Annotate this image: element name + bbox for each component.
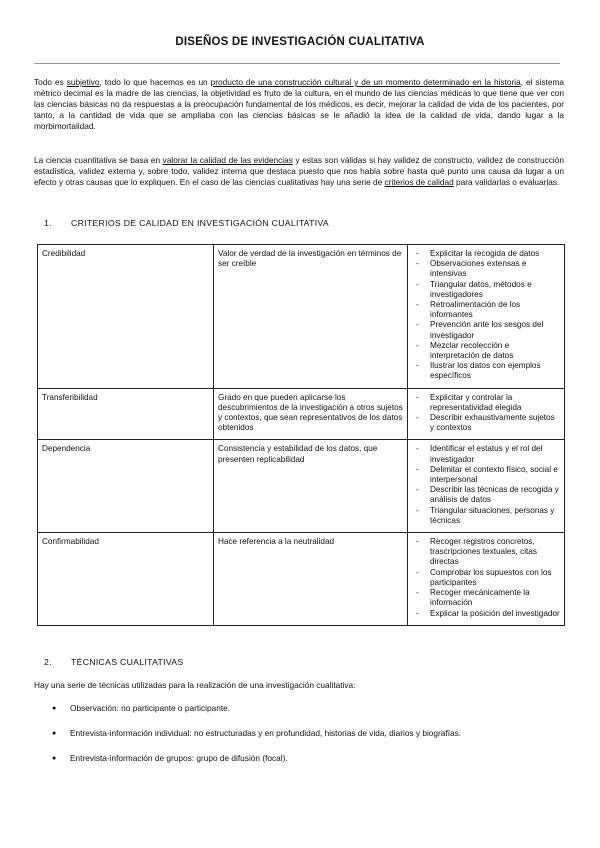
list-item: - Prevención ante los sesgos del investigador — [416, 320, 560, 340]
strategy-list — [412, 537, 560, 619]
section-label: TÉCNICAS CUALITATIVAS — [71, 657, 184, 667]
text-run: Todo es — [34, 77, 67, 87]
text-run: y estas son válidas si hay validez de constructo, validez de construcción estadística, validez externa y, sobre todo, validez interna que destaca puesto que nos habla sobre hasta qué punto una causa da lugar a un efecto y otras causas que lo expliquen. En el caso de las ciencias cualitativas hay una serie de — [34, 155, 565, 187]
section-number: 2. — [44, 657, 52, 667]
section-label: CRITERIOS DE CALIDAD EN INVESTIGACIÓN CUALITATIVA — [71, 218, 329, 228]
list-item: - Recoger registros concretos, trascripciones textuales, citas directas — [416, 537, 560, 568]
list-item: ● Entrevista-información individual: no estructuradas y en profundidad, historias de vida, diarios y biografías. — [34, 728, 564, 739]
list-item: - Triangular datos, métodos e investigadores — [416, 280, 560, 300]
text-run: La ciencia cuantitativa se basa en — [34, 155, 163, 165]
list-item: - Comprobar los supuestos con los participantes — [416, 568, 560, 588]
table-row — [38, 245, 565, 389]
criterion-name: Dependencia — [38, 440, 214, 533]
list-item: - Observaciones extensas e intensivas — [416, 259, 560, 279]
list-item: - Explicitar y controlar la representatividad elegida — [416, 393, 560, 413]
criterion-name: Transferibilidad — [38, 388, 214, 440]
list-item: ● Entrevista-información de grupos: grupo de difusión (focal). — [34, 753, 564, 764]
underlined-term: subjetivo — [66, 77, 100, 87]
list-item: - Explicar la posición del investigador — [416, 609, 560, 619]
strategy-list — [412, 444, 560, 526]
techniques-list — [34, 703, 564, 778]
criterion-strategies — [408, 533, 565, 626]
title-divider — [34, 63, 560, 64]
list-item: - Delimitar el contexto físico, social e interpersonal — [416, 465, 560, 485]
list-item: - Triangular situaciones, personas y técnicas — [416, 506, 560, 526]
criterion-definition: Consistencia y estabilidad de los datos, que presenten replicabilidad — [214, 440, 408, 533]
table-row — [38, 533, 565, 626]
section-heading-techniques — [44, 657, 184, 667]
list-item: ● Observación: no participante o participante. — [34, 703, 564, 714]
paragraph-subjectivity — [34, 77, 564, 132]
strategy-list — [412, 249, 560, 382]
table-row — [38, 440, 565, 533]
criterion-definition: Grado en que pueden aplicarse los descubrimientos de la investigación a otros sujetos y contextos, que sean representativos de los datos obtenidos — [214, 388, 408, 440]
paragraph-quantitative — [34, 155, 564, 188]
list-item: - Describir exhaustivamente sujetos y contextos — [416, 413, 560, 433]
list-item: - Mezclar recolección e interpretación de datos — [416, 341, 560, 361]
criterion-name: Credibilidad — [38, 245, 214, 389]
strategy-list — [412, 393, 560, 434]
criterion-strategies — [408, 388, 565, 440]
table-row — [38, 388, 565, 440]
list-item: - Identificar el estatus y el rol del investigador — [416, 444, 560, 464]
text-run: , todo lo que hacemos es un — [99, 77, 211, 87]
criterion-strategies — [408, 440, 565, 533]
section-number: 1. — [44, 218, 52, 228]
list-item: - Ilustrar los datos con ejemplos específicos — [416, 361, 560, 381]
underlined-term: producto de una construcción cultural y de un momento determinado en la historia — [210, 77, 521, 87]
text-run: para validarlas o evaluarlas. — [453, 177, 560, 187]
list-item: - Retroalimentación de los informantes — [416, 300, 560, 320]
techniques-intro: Hay una serie de técnicas utilizadas para la realización de una investigación cualitativa: — [34, 680, 356, 690]
section-heading-criteria — [44, 218, 329, 228]
criterion-name: Confirmabilidad — [38, 533, 214, 626]
underlined-term: valorar la calidad de las evidencias — [162, 155, 293, 165]
criterion-strategies — [408, 245, 565, 389]
list-item: - Explicitar la recogida de datos — [416, 249, 560, 259]
criterion-definition: Hace referencia a la neutralidad — [214, 533, 408, 626]
criterion-definition: Valor de verdad de la investigación en términos de ser creíble — [214, 245, 408, 389]
list-item: - Recoger mecánicamente la información — [416, 588, 560, 608]
document-title: DISEÑOS DE INVESTIGACIÓN CUALITATIVA — [175, 36, 425, 48]
criteria-table — [37, 244, 565, 626]
underlined-term: criterios de calidad — [384, 177, 454, 187]
list-item: - Describir las técnicas de recogida y análisis de datos — [416, 485, 560, 505]
text-run: , el sistema métrico decimal es la madre de las ciencias, la objetividad es fruto de la cultura, en el mundo de las ciencias médicas lo que tiene que ver con las ciencias básicas no da respuestas a la preocupación fundamental de los médicos, es decir, mejorar la calidad de vida de los pacientes, por tanto, a la cantidad de vida que se ampliaba con las ciencias básicas se le añadió la idea de la calidad de vida, dando lugar a la morbimortalidad. — [34, 77, 565, 131]
